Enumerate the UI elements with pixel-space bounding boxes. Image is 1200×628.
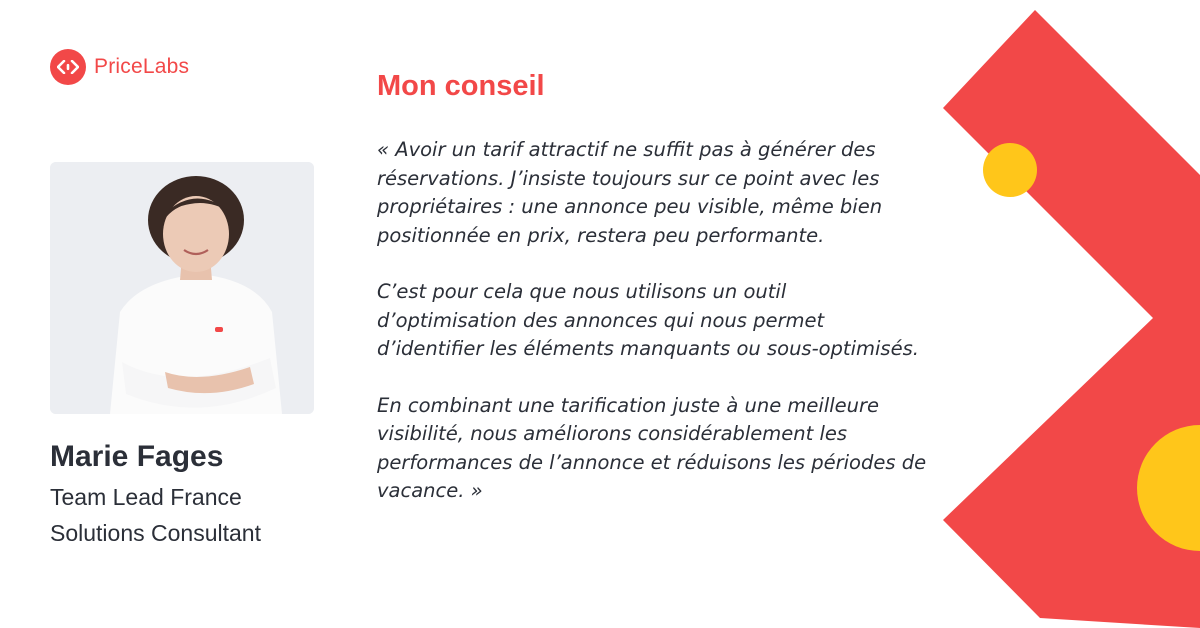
brand-logo[interactable] [50, 49, 189, 85]
quote-paragraph: En combinant une tarification juste à une meilleure visibilité, nous améliorons considérablement les performances de l’annonce et réduisons les périodes de vacance. » [377, 393, 927, 502]
person-role-line2: Solutions Consultant [50, 520, 261, 546]
page-title: Mon conseil [377, 70, 545, 102]
brand-name: PriceLabs [94, 55, 190, 78]
profile-photo [50, 162, 314, 414]
quote-paragraph: C’est pour cela que nous utilisons un outil d’optimisation des annonces qui nous permet d’identifier les éléments manquants ou sous-optimisés. [377, 280, 919, 360]
quote-block [377, 136, 947, 534]
person-role-line1: Team Lead France [50, 484, 242, 510]
yellow-dot-small [983, 143, 1037, 197]
person-name: Marie Fages [50, 440, 224, 473]
quote-paragraph: « Avoir un tarif attractif ne suffit pas à générer des réservations. J’insiste toujours sur ce point avec les propriétaires : une annonce peu visible, même bien positionnée en prix, restera peu performante. [377, 138, 883, 247]
code-brackets-icon [50, 49, 86, 85]
